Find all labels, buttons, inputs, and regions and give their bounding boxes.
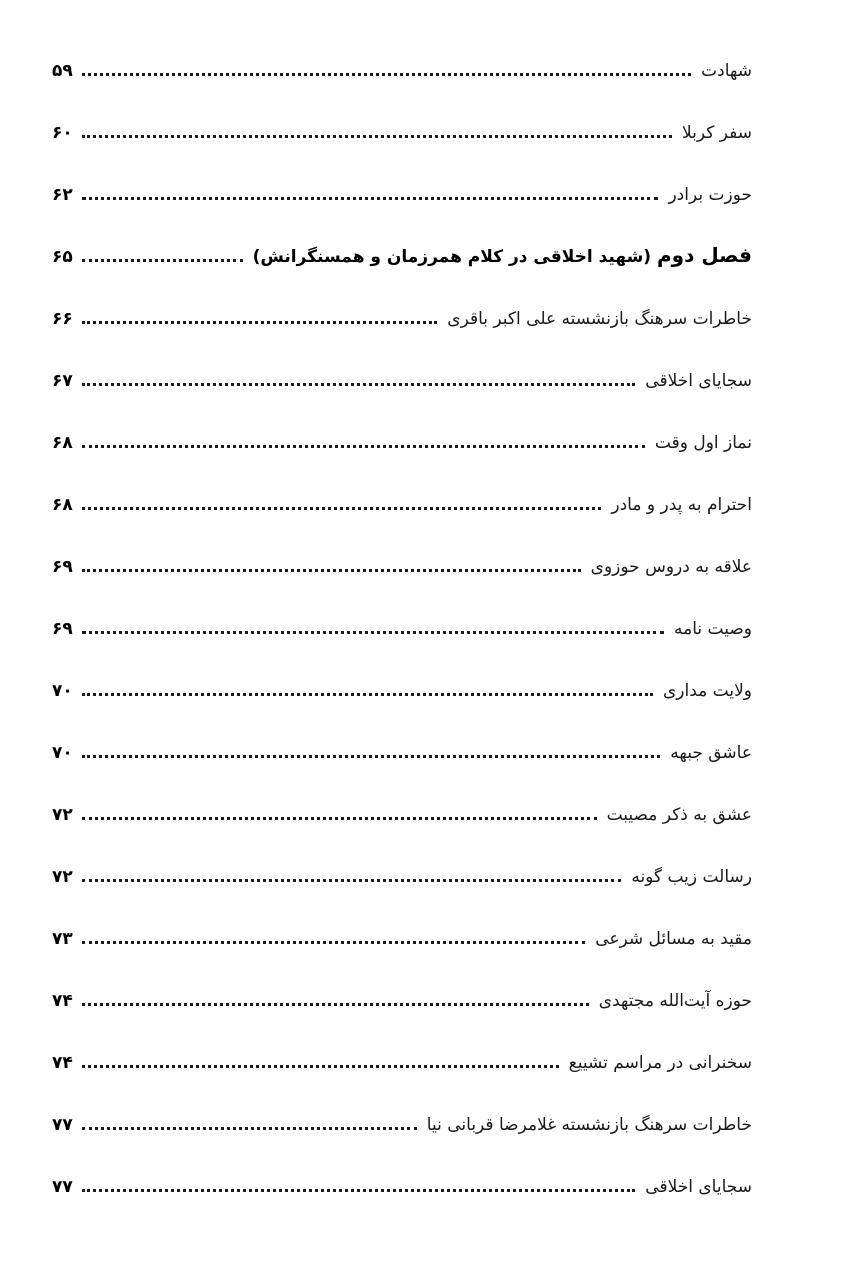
toc-entry-page: ۷۰: [52, 681, 73, 701]
toc-entry-page: ۷۳: [52, 929, 73, 949]
toc-entry-title: سفر کربلا: [682, 123, 752, 143]
toc-entry-page: ۶۵: [52, 247, 73, 267]
toc-entry: [52, 334, 752, 396]
toc-entry-page: ۷۲: [52, 805, 73, 825]
toc-entry-title: عاشق جبهه: [670, 743, 752, 763]
toc-chapter-title: [247, 245, 752, 266]
toc-entry-page: ۷۴: [52, 991, 73, 1011]
dot-leader: [82, 1003, 589, 1006]
toc-entry-title: سخنرانی در مراسم تشییع: [568, 1053, 752, 1073]
toc-entry: [52, 768, 752, 830]
toc-entry-title: مقید به مسائل شرعی: [595, 929, 752, 949]
toc-entry: [52, 520, 752, 582]
toc-entry: [52, 582, 752, 644]
toc-entry-page: ۶۸: [52, 433, 73, 453]
dot-leader: [82, 1189, 635, 1192]
toc-entry-page: ۶۰: [52, 123, 73, 143]
dot-leader: [82, 693, 653, 696]
toc-entry-title: شهادت: [701, 61, 752, 81]
toc-entry: [52, 86, 752, 148]
toc-entry: [52, 706, 752, 768]
dot-leader: [82, 259, 243, 262]
toc-entry: [52, 892, 752, 954]
dot-leader: [82, 321, 437, 324]
toc-entry: [52, 954, 752, 1016]
toc-entry: [52, 1016, 752, 1078]
dot-leader: [82, 197, 658, 200]
toc-entry-title: عشق به ذکر مصیبت: [606, 805, 752, 825]
chapter-label: فصل دوم: [657, 243, 752, 267]
dot-leader: [82, 445, 645, 448]
toc-entry-page: ۶۷: [52, 371, 73, 391]
toc-entry: [52, 830, 752, 892]
toc-entry-page: ۶۲: [52, 185, 73, 205]
toc-entry-title: سجایای اخلاقی: [645, 371, 752, 391]
dot-leader: [82, 135, 672, 138]
dot-leader: [82, 507, 601, 510]
toc-entry: [52, 644, 752, 706]
toc-entry: [52, 272, 752, 334]
dot-leader: [82, 817, 597, 820]
toc-entry-title: سجایای اخلاقی: [645, 1177, 752, 1197]
toc-entry-page: ۶۹: [52, 557, 73, 577]
toc-entry: [52, 24, 752, 86]
dot-leader: [82, 1065, 559, 1068]
toc-entry-page: ۶۹: [52, 619, 73, 639]
toc-entry-title: خاطرات سرهنگ بازنشسته غلامرضا قربانی نیا: [426, 1115, 752, 1135]
chapter-subtitle: (شهید اخلاقی در کلام همرزمان و همسنگرانش): [252, 247, 652, 267]
toc-entry-page: ۷۷: [52, 1177, 73, 1197]
toc-entry: [52, 1140, 752, 1202]
toc-entry-page: ۷۷: [52, 1115, 73, 1135]
toc-entry: [52, 396, 752, 458]
toc-chapter-heading: [52, 210, 752, 272]
dot-leader: [82, 383, 635, 386]
table-of-contents: [52, 24, 752, 1202]
toc-entry: [52, 458, 752, 520]
toc-entry-title: نماز اول وقت: [654, 433, 752, 453]
toc-entry-title: حوزه آیت‌الله مجتهدی: [598, 991, 752, 1011]
toc-entry-title: حوزت برادر: [668, 185, 752, 205]
toc-entry-title: وصیت نامه: [673, 619, 752, 639]
dot-leader: [82, 631, 664, 634]
dot-leader: [82, 569, 581, 572]
toc-entry: [52, 1078, 752, 1140]
toc-entry-page: ۷۴: [52, 1053, 73, 1073]
dot-leader: [82, 941, 585, 944]
toc-entry-page: ۶۸: [52, 495, 73, 515]
toc-entry-title: ولایت مداری: [662, 681, 752, 701]
toc-entry-page: ۷۰: [52, 743, 73, 763]
toc-entry-page: ۶۶: [52, 309, 73, 329]
dot-leader: [82, 73, 691, 76]
toc-entry-title: رسالت زیب گونه: [631, 867, 752, 887]
toc-entry-title: علاقه به دروس حوزوی: [590, 557, 752, 577]
toc-entry-page: ۵۹: [52, 61, 73, 81]
dot-leader: [82, 1127, 417, 1130]
toc-entry: [52, 148, 752, 210]
dot-leader: [82, 755, 660, 758]
dot-leader: [82, 879, 621, 882]
toc-entry-title: احترام به پدر و مادر: [611, 495, 752, 515]
toc-entry-page: ۷۲: [52, 867, 73, 887]
toc-entry-title: خاطرات سرهنگ بازنشسته علی اکبر باقری: [447, 309, 752, 329]
